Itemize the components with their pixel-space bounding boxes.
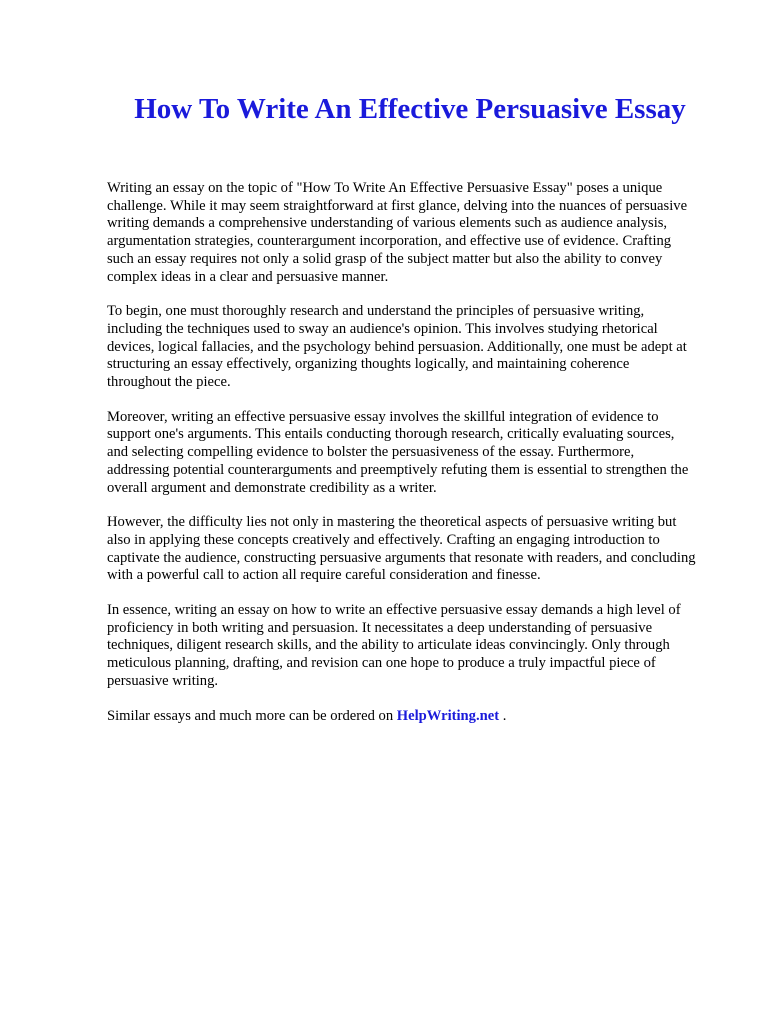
text-line: also in applying these concepts creatively and effectively. Crafting an engaging introduction to xyxy=(107,531,660,548)
text-line: devices, logical fallacies, and the psychology behind persuasion. Additionally, one must be adept at xyxy=(107,338,687,355)
text-line: such an essay requires not only a solid grasp of the subject matter but also the ability to convey xyxy=(107,250,663,267)
text-line: overall argument and demonstrate credibility as a writer. xyxy=(107,479,437,496)
paragraph-1 xyxy=(107,180,717,286)
text-line: and selecting compelling evidence to bolster the persuasiveness of the essay. Furthermore, xyxy=(107,444,635,461)
text-line: captivate the audience, constructing persuasive arguments that resonate with readers, and concluding xyxy=(107,549,696,566)
text-line: To begin, one must thoroughly research and understand the principles of persuasive writing, xyxy=(107,303,645,320)
text-line: structuring an essay effectively, organizing thoughts logically, and maintaining coherence xyxy=(107,356,630,373)
paragraph-2 xyxy=(107,303,717,392)
footer-prefix: Similar essays and much more can be ordered on xyxy=(107,707,397,724)
text-line: challenge. While it may seem straightforward at first glance, delving into the nuances of persuasive xyxy=(107,197,688,214)
text-line: argumentation strategies, counterargument incorporation, and effective use of evidence. Crafting xyxy=(107,233,672,250)
text-line: Moreover, writing an effective persuasive essay involves the skillful integration of evidence to xyxy=(107,408,659,425)
text-line: including the techniques used to sway an audience's opinion. This involves studying rhetorical xyxy=(107,320,658,337)
footer-suffix: . xyxy=(499,707,507,724)
helpwriting-link[interactable]: HelpWriting.net xyxy=(396,707,500,724)
text-line: writing demands a comprehensive understanding of various elements such as audience analysis, xyxy=(107,215,668,232)
text-line: persuasive writing. xyxy=(107,672,219,689)
text-line: meticulous planning, drafting, and revision can one hope to produce a truly impactful piece of xyxy=(107,655,656,672)
text-line: In essence, writing an essay on how to write an effective persuasive essay demands a high level of xyxy=(107,602,681,619)
text-line: addressing potential counterarguments and preemptively refuting them is essential to strengthen the xyxy=(107,461,689,478)
text-line: techniques, diligent research skills, and the ability to articulate ideas convincingly. Only through xyxy=(107,637,670,654)
text-line: throughout the piece. xyxy=(107,374,231,391)
text-line: Writing an essay on the topic of "How To Write An Effective Persuasive Essay" poses a unique xyxy=(107,180,663,196)
paragraph-4 xyxy=(107,514,717,585)
text-line: However, the difficulty lies not only in mastering the theoretical aspects of persuasive writing but xyxy=(107,514,677,531)
paragraph-3 xyxy=(107,409,717,498)
text-line: with a powerful call to action all require careful consideration and finesse. xyxy=(107,567,541,584)
text-line: complex ideas in a clear and persuasive manner. xyxy=(107,268,389,285)
document-title: How To Write An Effective Persuasive Essay xyxy=(134,93,686,125)
essay-body xyxy=(107,180,717,742)
paragraph-5 xyxy=(107,602,717,691)
text-line: proficiency in both writing and persuasion. It necessitates a deep understanding of persuasive xyxy=(107,619,653,636)
text-line: support one's arguments. This entails conducting thorough research, critically evaluating sources, xyxy=(107,426,675,443)
footer-paragraph xyxy=(107,708,717,726)
